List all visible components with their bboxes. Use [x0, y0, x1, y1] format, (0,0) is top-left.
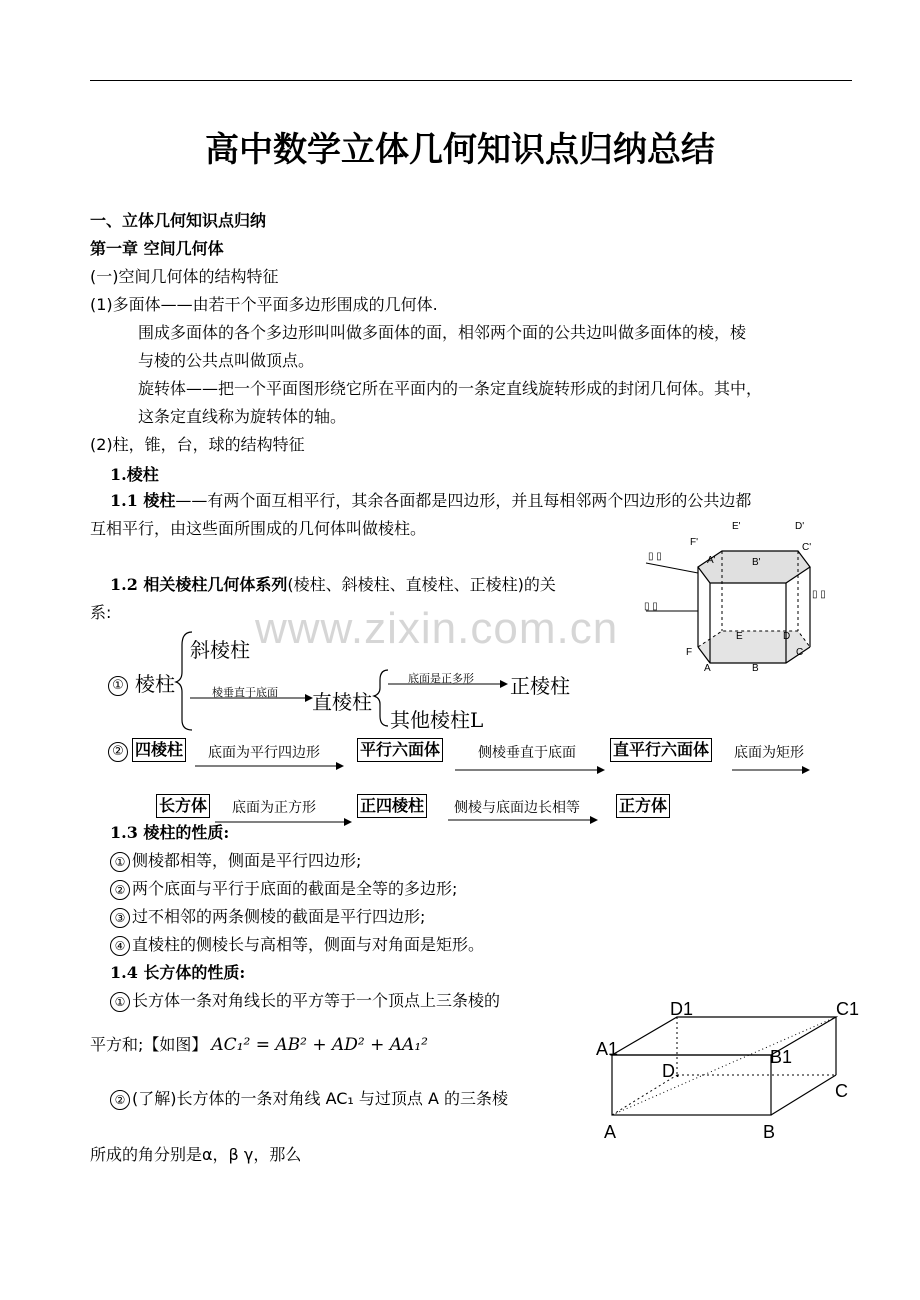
chain-cuboid: 长方体 [156, 794, 210, 818]
hex-label-d1: D' [795, 521, 805, 532]
chain-quad-prism: 四棱柱 [132, 738, 186, 762]
hex-label-f1: F' [690, 537, 699, 548]
chapter-heading: 第一章 空间几何体 [90, 239, 224, 258]
cuboid-label-c1: C1 [836, 999, 860, 1019]
cuboid-label-d: D. [662, 1061, 680, 1081]
section-heading: 一、立体几何知识点归纳 [90, 211, 267, 230]
cuboid-property-1: ① 长方体一条对角线长的平方等于一个顶点上三条棱的 [110, 990, 500, 1012]
chain-cond-square: 底面为正方形 [232, 800, 316, 816]
cuboid-property-2: ② (了解)长方体的一条对角线 AC₁ 与过顶点 A 的三条棱 [110, 1088, 508, 1110]
chain-square-prism: 正四棱柱 [357, 794, 427, 818]
prism-definition-text: ——有两个面互相平行，其余各面都是四边形，并且每相邻两个四边形的公共边都 [175, 491, 752, 510]
hex-label-b1: B' [752, 557, 761, 568]
hexagonal-prism-figure [640, 515, 840, 675]
tree-other-prism: 其他棱柱L [390, 708, 484, 732]
tree-number: ① [108, 670, 130, 696]
prism-series-text: (棱柱、斜棱柱、直棱柱、正棱柱)的关 [287, 575, 556, 594]
chain-cond-equal: 侧棱与底面边长相等 [454, 800, 580, 816]
hex-label-e1: E' [732, 521, 741, 532]
prism-definition-label: 1.1 棱柱 [110, 491, 176, 510]
hex-label-a: A [704, 663, 711, 674]
heading-prism: 1.棱柱 [110, 465, 159, 484]
tree-cond-regular-base: 底面是正多形 [408, 672, 474, 685]
hex-label-c1: C' [802, 542, 812, 553]
watermark: www.zixin.com.cn [255, 604, 619, 653]
cuboid-label-c: C [835, 1081, 848, 1101]
paragraph-structures: (2)柱，锥，台，球的结构特征 [90, 435, 305, 454]
property-4: ④ 直棱柱的侧棱长与高相等，侧面与对角面是矩形。 [110, 934, 484, 956]
formula: AC₁² = AB² + AD² + AA₁² [211, 1035, 428, 1055]
heading-cuboid-properties: 1.4 长方体的性质: [110, 963, 246, 982]
paragraph-faces: 围成多面体的各个多边形叫叫做多面体的面，相邻两个面的公共边叫做多面体的棱，棱 [138, 323, 747, 342]
property-3: ③ 过不相邻的两条侧棱的截面是平行四边形; [110, 906, 425, 928]
cuboid-label-b1: B1 [770, 1047, 793, 1067]
tree-regular-prism: 正棱柱 [510, 674, 570, 698]
chain-number: ② [108, 740, 130, 762]
paragraph-faces-cont: 与棱的公共点叫做顶点。 [138, 351, 315, 370]
tree-oblique: 斜棱柱 [190, 638, 250, 662]
cuboid-label-a1: A1 [596, 1039, 619, 1059]
hex-label-f: F [686, 647, 693, 658]
chain-parallelepiped: 平行六面体 [357, 738, 443, 762]
hex-label-e: E [736, 631, 743, 642]
prism-series-label: 1.2 相关棱柱几何体系列 [110, 575, 288, 594]
chain-cube: 正方体 [616, 794, 670, 818]
tree-right-prism: 直棱柱 [312, 690, 372, 714]
hex-side-label-3: ▯ ▯ [812, 589, 826, 600]
chain-cond-perpendicular: 侧棱垂直于底面 [478, 745, 576, 761]
hex-label-d: D [783, 631, 791, 642]
chain-cond-rectangle: 底面为矩形 [734, 745, 804, 761]
paragraph-rotation-cont: 这条定直线称为旋转体的轴。 [138, 407, 347, 426]
paragraph-rotation: 旋转体——把一个平面图形绕它所在平面内的一条定直线旋转形成的封闭几何体。其中， [138, 379, 763, 398]
hex-side-label-1: ▯ ▯ [648, 551, 662, 562]
cuboid-figure [590, 995, 880, 1145]
cuboid-property-1-cont: 平方和;【如图】 AC₁² = AB² + AD² + AA₁² [90, 1035, 428, 1055]
cuboid-property-2-cont: 所成的角分别是α，β γ，那么 [90, 1145, 302, 1164]
tree-cond-perpendicular: 棱垂直于底面 [212, 686, 278, 699]
hex-label-a1: A' [707, 555, 716, 566]
cuboid-label-b: B [763, 1122, 776, 1142]
prism-series-cont: 系: [90, 603, 112, 622]
cuboid-label-d1: D1 [670, 999, 694, 1019]
property-1: ① 侧棱都相等，侧面是平行四边形; [110, 850, 361, 872]
tree-root: 棱柱 [135, 672, 175, 696]
hex-label-c: C [796, 647, 804, 658]
prism-definition-cont: 互相平行，由这些面所围成的几何体叫做棱柱。 [90, 519, 427, 538]
chain-right-parallelepiped: 直平行六面体 [610, 738, 712, 762]
hex-label-b: B [752, 663, 759, 674]
heading-prism-properties: 1.3 棱柱的性质: [110, 823, 230, 842]
subsection-heading: (一)空间几何体的结构特征 [90, 267, 279, 286]
hex-side-label-2: ▯ ▯ [644, 601, 658, 612]
cuboid-label-a: A [604, 1122, 617, 1142]
chain-cond-parallelogram: 底面为平行四边形 [208, 745, 320, 761]
paragraph-polyhedron: (1)多面体——由若干个平面多边形围成的几何体. [90, 295, 438, 314]
property-2: ② 两个底面与平行于底面的截面是全等的多边形; [110, 878, 457, 900]
page-title: 高中数学立体几何知识点归纳总结 [205, 130, 715, 170]
